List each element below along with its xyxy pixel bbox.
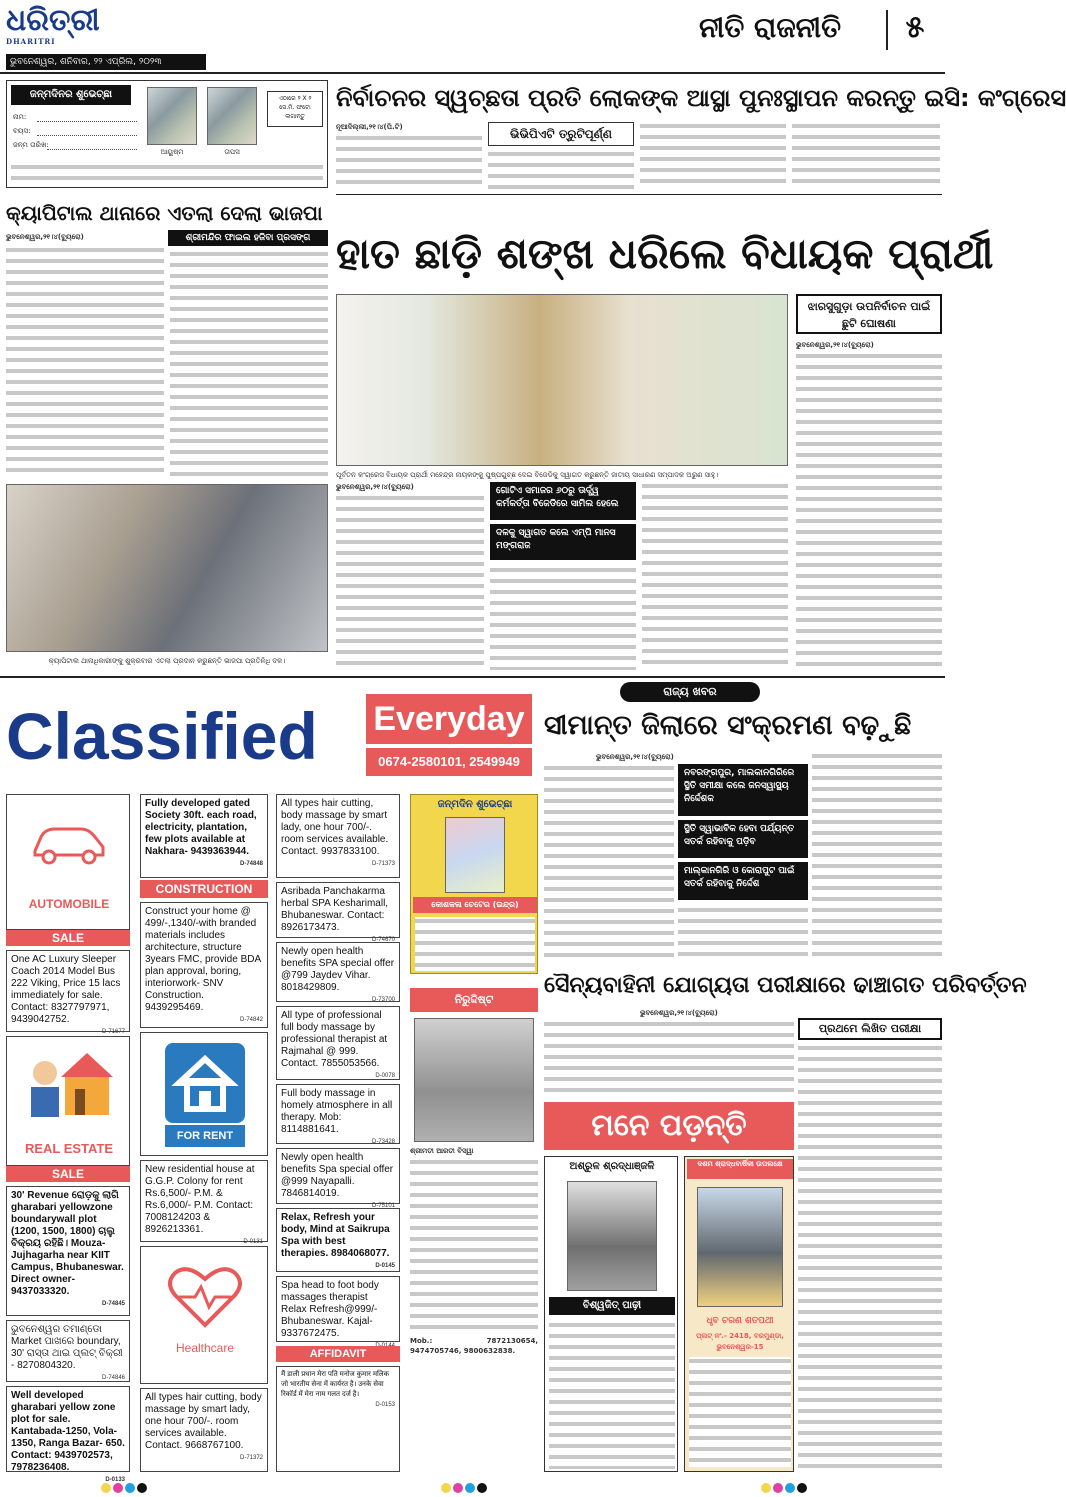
lead-body bbox=[640, 122, 786, 190]
lead-body bbox=[336, 134, 482, 190]
construction-label: CONSTRUCTION bbox=[140, 880, 268, 898]
classified-ad: Well developed gharabari yellow zone plot for sale. Kantabada-1250, Vola-1350, Ranga Bazar- 650. Contact: 9439702573, 7978236408. D-0133 bbox=[6, 1386, 130, 1472]
affidavit-label: AFFIDAVIT bbox=[276, 1346, 400, 1362]
lead-dateline: ନୂଆଦିଲ୍ଲୀ,୨୧।୪(ପି.ଟି) bbox=[336, 123, 403, 131]
photo-placeholder: ଏଠାରେ ୨ X ୨ ସେ.ମି. ଫଟୋ ଲଗାନ୍ତୁ bbox=[267, 91, 323, 127]
side-headline: ଝାରସୁଗୁଡ଼ା ଉପନିର୍ବାଚନ ପାଇଁ ଛୁଟି ଘୋଷଣା bbox=[796, 294, 942, 334]
capital-headline: କ୍ୟାପିଟାଲ ଥାନାରେ ଏତଲା ଦେଲା ଭାଜପା bbox=[6, 201, 323, 225]
main-body bbox=[642, 482, 788, 670]
classified-ad: Spa head to foot body massages therapist Relax Refresh@999/- Bhubaneswar. Kajal- 9337672475. bbox=[276, 1276, 400, 1342]
classified-ad: Newly open health benefits Spa special offer @999 Nayapalli. 7846814019. D-75101 bbox=[276, 1148, 400, 1204]
classified-everyday: Everyday bbox=[366, 694, 532, 744]
divider bbox=[0, 676, 945, 678]
capital-dateline: ଭୁବନେଶ୍ୱର,୨୧।୪(ବ୍ୟୁରୋ) bbox=[6, 233, 84, 241]
divider bbox=[336, 194, 942, 195]
classified-phones: 0674-2580101, 2549949 bbox=[366, 748, 532, 776]
classified-ad: One AC Luxury Sleeper Coach 2014 Model Bus 222 Viking, Price 15 lacs immediately for sale. Contact: 8327797971, 9439042752. D-71677 bbox=[6, 950, 130, 1032]
tribute-photo bbox=[697, 1187, 783, 1307]
birthday-notice-title: ଜନ୍ମଦିନ ଶୁଭେଚ୍ଛା bbox=[437, 799, 513, 810]
rajya-bullet: ସ୍ଥିତି ସ୍ୱାଭାବିକ ହେବା ପର୍ଯ୍ୟନ୍ତ ସତର୍କ ରହିବାକୁ ପଡ଼ିବ bbox=[678, 820, 808, 858]
rajya-body bbox=[812, 752, 942, 960]
classified-ad: 30' Revenue ରୋଡ଼କୁ ଲାଗି gharabari yellowzone boundarywall plot (1200, 1500, 1800) ଚାଲୁ ବିକ୍ରୟ ରହିଛି। Mouza- Jujhagarha near KIIT Campus, Bhubaneswar. Direct owner- 9437033320. D-74845 bbox=[6, 1186, 130, 1316]
house-agent-icon bbox=[21, 1045, 117, 1125]
birthday-form-box bbox=[6, 80, 328, 188]
main-photo bbox=[336, 294, 788, 466]
tribute-body bbox=[689, 1357, 791, 1467]
registration-marks bbox=[440, 1478, 510, 1492]
healthcare-label: Healthcare bbox=[175, 1341, 235, 1355]
form-line bbox=[37, 135, 137, 136]
header-rule bbox=[0, 72, 945, 74]
classified-ad: Asribada Panchakarma herbal SPA Kesharimall, Bhubaneswar. Contact: 8926173473. D-74670 bbox=[276, 882, 400, 938]
capital-body bbox=[6, 246, 164, 478]
for-rent-label: FOR RENT bbox=[165, 1125, 245, 1147]
car-icon bbox=[29, 819, 109, 867]
rajya-bullet: ମାଲ୍‌କାନଗିରି ଓ କୋରାପୁଟ ପାଇଁ ସତର୍କ ରହିବାକୁ ନିର୍ଦ୍ଦେଶ bbox=[678, 862, 808, 900]
classified-ad: मैं डाली प्रधान मेरा पति मनोज कुमार मलिक जो भारतीय सेना में कार्यरत है। उनके सेवा रिकॉर्ड में मेरा नाम गलत दर्ज है। D-0153 bbox=[276, 1366, 400, 1472]
birthday-form-field-age: ବୟସ: bbox=[13, 127, 31, 135]
healthcare-category bbox=[140, 1246, 268, 1384]
classified-ad: Relax, Refresh your body, Mind at Saikrupa Spa with best therapies. 8984068077. D-0145 bbox=[276, 1208, 400, 1272]
tribute-name: ଧୃବ ଚରଣ ଶତପଥୀ bbox=[706, 1316, 774, 1326]
dateline: ଭୁବନେଶ୍ୱର, ଶନିବାର, ୨୨ ଏପ୍ରିଲ, ୨୦୨୩ bbox=[6, 54, 206, 70]
tribute-name: ବିଶ୍ୱଜିତ୍ ପାଢ଼ୀ bbox=[549, 1297, 675, 1315]
registration-marks bbox=[760, 1478, 830, 1492]
classified-ad: Full body massage in homely atmosphere in all therapy. Mob: 8114881641. D-73428 bbox=[276, 1084, 400, 1144]
kid-photo bbox=[147, 87, 197, 145]
form-line bbox=[47, 149, 137, 150]
tribute-card bbox=[544, 1156, 678, 1472]
memorial-title: ମନେ ପଡ଼ନ୍ତି bbox=[544, 1102, 794, 1150]
missing-body bbox=[410, 1158, 538, 1334]
tribute-photo bbox=[567, 1181, 657, 1291]
kid-photo bbox=[207, 87, 257, 145]
heart-pulse-icon bbox=[165, 1261, 245, 1331]
automobile-sale-tag: SALE bbox=[6, 930, 130, 946]
rajya-bullet: ନବରଙ୍ଗପୁର, ମାଲକାନଗିରିରେ ସ୍ଥିତି ସମୀକ୍ଷା କଲେ ଜନସ୍ୱାସ୍ଥ୍ୟ ନିର୍ଦ୍ଦେଶକ bbox=[678, 764, 808, 816]
capital-photo bbox=[6, 484, 328, 652]
main-dateline: ଭୁବନେଶ୍ୱର,୨୧।୪(ବ୍ୟୁରୋ) bbox=[336, 483, 414, 491]
classified-ad: Construct your home @ 499/-,1340/-with branded materials includes architecture, structure 3years FMC, provide BDA plan approval, boring, interiorwork- SNV Construction. 9439295469. D-74842 bbox=[140, 902, 268, 1028]
army-subhead: ପ୍ରଥମେ ଲିଖିତ ପରୀକ୍ଷା bbox=[798, 1018, 942, 1040]
army-dateline: ଭୁବନେଶ୍ୱର,୨୧।୪(ବ୍ୟୁରୋ) bbox=[640, 1009, 718, 1017]
section-title: ନୀତି ରାଜନୀତି bbox=[698, 11, 842, 44]
form-line bbox=[37, 121, 137, 122]
main-caption: ପୂର୍ବତନ କଂଗ୍ରେସ ବିଧାୟକ ପ୍ରାର୍ଥୀ ମହେନ୍ଦ୍ର ନାୟକଙ୍କୁ ପୁଷ୍ପଗୁଚ୍ଛ ଦେଇ ବିଜେଡିକୁ ସ୍ୱାଗତ କରୁଛନ୍ତି ଜାତୀୟ ସାଧାରଣ ସମ୍ପାଦକ ଅରୁଣ ସାହୁ। bbox=[336, 471, 719, 479]
rajya-body bbox=[678, 906, 808, 960]
classified-ad: Fully developed gated Society 30ft. each road, electricity, plantation, few plots available at Nakhara- 9439363944. D-74848 bbox=[140, 794, 268, 878]
capital-body bbox=[170, 250, 328, 478]
birthday-form-field-name: ନାମ: bbox=[13, 113, 27, 121]
classified-ad: ଭୁବନେଶ୍ୱର ତମାଣ୍ଡୋ Market ପାଖରେ boundary, 30' ରାସ୍ତା ଥାଇ ପ୍ଲଟ୍ ବିକ୍ରୀ - 8270804320. D-74846 bbox=[6, 1320, 130, 1382]
classified-ad: Newly open health benefits SPA special offer @799 Jaydev Vihar. 8018429809. D-73700 bbox=[276, 942, 400, 1002]
capital-caption: କ୍ୟାପିଟାଲ ଥାନାଧିକାରୀଙ୍କୁ ଶୁକ୍ରବାର ଏତଲା ପ୍ରଦାନ କରୁଛନ୍ତି ଭାଜପା ପ୍ରତିନିଧି ଦଳ। bbox=[48, 657, 286, 665]
classified-ad: All types hair cutting, body massage by smart lady, one hour 700/-. room services available. Contact. 9937833100. D-71373 bbox=[276, 794, 400, 878]
birthday-notice bbox=[410, 794, 538, 974]
rajya-headline: ସୀମାନ୍ତ ଜିଲାରେ ସଂକ୍ରମଣ ବଢ଼ୁଛି bbox=[544, 710, 912, 741]
tribute-card bbox=[684, 1156, 794, 1472]
army-body bbox=[798, 1044, 942, 1474]
main-body bbox=[336, 494, 484, 670]
main-headline: ହାତ ଛାଡ଼ି ଶଙ୍ଖ ଧରିଲେ ବିଧାୟକ ପ୍ରାର୍ଥୀ bbox=[336, 229, 994, 278]
birthday-form-title: ଜନ୍ମଦିନର ଶୁଭେଚ୍ଛା bbox=[11, 85, 131, 105]
birthday-photo bbox=[445, 817, 505, 893]
main-bullet: ଦଳକୁ ସ୍ୱାଗତ କଲେ ଏମ୍‌ପି ମାନସ ମଙ୍ଗରାଜ bbox=[490, 524, 636, 560]
rajya-body bbox=[544, 764, 674, 960]
lead-body bbox=[792, 122, 940, 190]
missing-photo bbox=[414, 1018, 534, 1142]
main-bullet: ଗୋଟିଏ ସମାଜର ୬୦ରୁ ଊର୍ଦ୍ଧ୍ୱ କର୍ମକର୍ତ୍ତା ବିଜେଡିରେ ସାମିଲ ହେଲେ bbox=[490, 482, 636, 520]
page-number: ୫ bbox=[905, 10, 925, 45]
for-rent-category bbox=[140, 1032, 268, 1156]
classified-title: Classified bbox=[6, 699, 318, 773]
missing-name: ଶ୍ରୀମତୀ ଆରତୀ ବିସ୍ୱା bbox=[410, 1147, 474, 1155]
divider bbox=[886, 10, 888, 50]
missing-notice-title: ନିରୁଦ୍ଦିଷ୍ଟ bbox=[410, 988, 538, 1012]
house-icon bbox=[165, 1043, 245, 1123]
main-body bbox=[490, 566, 636, 670]
lead-headline: ନିର୍ବାଚନର ସ୍ୱଚ୍ଛତା ପ୍ରତି ଲୋକଙ୍କ ଆସ୍ଥା ପୁନଃସ୍ଥାପନ କରନ୍ତୁ ଇସି: କଂଗ୍ରେସ bbox=[336, 84, 1066, 112]
birthday-notice-name: କୋଶକଳା ଚେଟେର (ଇନ୍ଦ୍ର) bbox=[413, 897, 537, 913]
birthday-form-field-dob: ଜନ୍ମ ତାରିଖ: bbox=[13, 141, 49, 149]
birthday-notice-body bbox=[415, 917, 535, 971]
capital-subhead: ଶ୍ରୀମନ୍ଦିର ଫାଇଲ ହଜିବା ପ୍ରସଙ୍ଗ bbox=[168, 230, 328, 246]
automobile-category bbox=[6, 794, 130, 930]
classified-ad: New residential house at G.G.P. Colony for rent Rs.6,500/- P.M. & Rs.6,000/- P.M. Contact: 7008124203 & 8926213361. D-0131 bbox=[140, 1160, 268, 1242]
classified-ad: All type of professional full body massage by professional therapist at Rajmahal @ 999. Contact. 7855053566. D-0078 bbox=[276, 1006, 400, 1080]
form-instructions bbox=[11, 163, 323, 185]
rajya-khabar-label: ରାଜ୍ୟ ଖବର bbox=[620, 682, 760, 702]
side-body bbox=[796, 352, 942, 670]
missing-phones: Mob.: 7872130654, 9474705746, 9800632838. bbox=[410, 1337, 538, 1355]
kid-name: ତାପସ bbox=[224, 148, 240, 156]
masthead-logo: ଧରିତ୍ରୀ DHARITRI bbox=[6, 3, 100, 46]
classified-ad: All types hair cutting, body massage by smart lady, one hour 700/-. room services available. Contact. 9668767100. D-71372 bbox=[140, 1388, 268, 1472]
side-dateline: ଭୁବନେଶ୍ୱର,୨୧।୪(ବ୍ୟୁରୋ) bbox=[796, 341, 874, 349]
kid-name: ଆୟୁଷ୍ମ bbox=[160, 148, 184, 156]
tribute-title: ଅଶ୍ରୁଳ ଶ୍ରଦ୍ଧାଞ୍ଜଳି bbox=[569, 1161, 655, 1172]
tribute-title: ଦଶମ ଶ୍ରାଦ୍ଧବାର୍ଷିକୀ ଉପଲକ୍ଷେ bbox=[687, 1159, 793, 1179]
real-estate-label: REAL ESTATE bbox=[24, 1141, 114, 1156]
lead-subhead: ଭିଭିପିଏଟି ତ୍ରୁଟିପୂର୍ଣ୍ଣ bbox=[488, 122, 634, 146]
real-estate-category bbox=[6, 1036, 130, 1166]
automobile-label: AUTOMOBILE bbox=[28, 897, 110, 911]
rajya-dateline: ଭୁବନେଶ୍ୱର,୨୧।୪(ବ୍ୟୁରୋ) bbox=[596, 753, 674, 761]
tribute-address: ପ୍ଲଟ୍ ନଂ.- 2418, ବରମୁଣ୍ଡା, ଭୁବନେଶ୍ୱର-15 bbox=[696, 1332, 784, 1351]
army-body bbox=[544, 1020, 794, 1096]
tribute-body bbox=[549, 1321, 675, 1469]
lead-body bbox=[488, 150, 634, 190]
registration-marks bbox=[100, 1478, 170, 1492]
army-headline: ସୈନ୍ୟବାହିନୀ ଯୋଗ୍ୟତା ପରୀକ୍ଷାରେ ଢାଞ୍ଚାଗତ ପରିବର୍ତ୍ତନ bbox=[544, 973, 1027, 998]
real-estate-sale-tag: SALE bbox=[6, 1166, 130, 1182]
